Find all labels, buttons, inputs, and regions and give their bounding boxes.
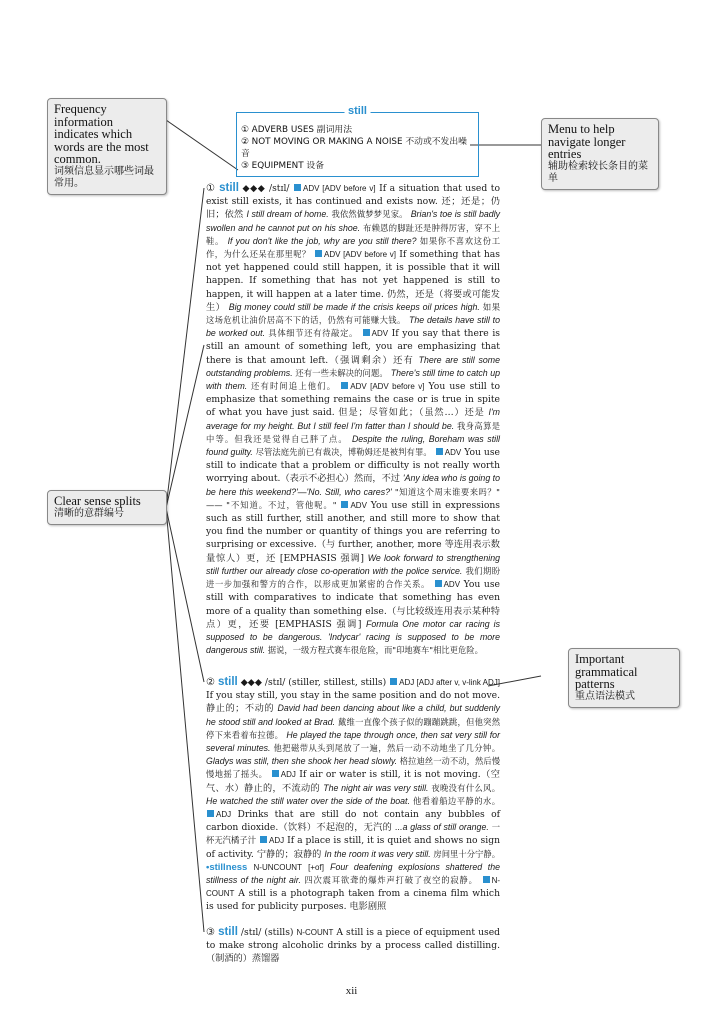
example: David had been dancing about like a child, but suddenly he stood still and looked at Brad. <box>206 703 500 727</box>
definition: If a situation that used to exist still exists, it has continued and exists now. 还；还是；仍旧；依然 <box>206 183 500 221</box>
definition: If air or water is still, it is not moving.（空气、水）静止的，不流动的 <box>206 769 500 794</box>
grammar-label: N-COUNT <box>296 928 334 937</box>
grammar-label: ADJ <box>216 810 232 820</box>
bullet-square-icon <box>272 770 279 777</box>
sense-1-headword: still <box>219 182 239 194</box>
example-translation: 我身高算是中等。但我还是觉得自己胖了点。 <box>206 420 501 444</box>
sense-2-headword: still <box>217 676 238 688</box>
definition: You use still in expressions such as still further, still another, and still more to show that you find the number or quantity of things you are referring to surprising or excessive.（与 further, another, more 等连用表示数量惊人）更，还 [EMPHASIS 强调] <box>206 499 501 564</box>
frequency-callout <box>47 98 167 195</box>
grammar-label: ADJ [ADJ after v, v-link ADJ] <box>399 678 501 687</box>
example: Gladys was still, then she shook her head slowly. <box>206 756 398 767</box>
grammar-callout <box>568 648 680 708</box>
derived-word: •stillness <box>206 861 248 873</box>
bullet-square-icon <box>483 876 490 883</box>
sense-2-pronunciation: ◆◆◆ /stɪl/ (stiller, stillest, stills) <box>237 677 390 688</box>
menu-callout-text: Menu to help navigate longer entries <box>548 122 626 161</box>
bullet-square-icon <box>436 448 443 455</box>
example: I'm average for my height. But I still feel I'm fatter than I should be. <box>206 407 500 431</box>
menu-callout-zh: 辅助检索较长条目的菜单 <box>548 160 648 184</box>
bullet-square-icon <box>435 580 442 587</box>
example: ...a glass of still orange. <box>395 822 489 833</box>
example: He played the tape through once, then sat very still for several minutes. <box>206 729 500 754</box>
example-translation: 尽管法庭先前已有裁决，博勒姆还是被判有罪。 <box>252 447 432 458</box>
example: Formula One motor car racing is supposed to be dangerous. 'Indycar' racing is supposed to be more dangerous still. <box>206 618 500 656</box>
example-translation: 我依然做梦梦见家。 <box>328 209 408 220</box>
example: The details have still to be worked out. <box>206 315 501 339</box>
example-translation: 还有一些未解决的问题。 <box>292 367 388 378</box>
bullet-square-icon <box>341 382 348 389</box>
sense-1 <box>206 182 500 657</box>
menu-item-not-moving: ② NOT MOVING OR MAKING A NOISE 不动或不发出噪音 <box>241 137 467 159</box>
example: If you don't like the job, why are you still there? <box>227 235 417 246</box>
sense-2 <box>206 676 500 914</box>
sense-3-number: ③ <box>206 927 216 938</box>
sense-3-headword: still <box>218 926 238 938</box>
bullet-square-icon <box>207 810 214 817</box>
definition: If you stay still, you stay in the same position and do not move. 静止的；不动的 <box>206 690 500 715</box>
bullet-square-icon <box>260 836 267 843</box>
bullet-square-icon <box>341 501 348 508</box>
definition: A still is a piece of equipment used to make strong alcoholic drinks by a process called distilling.（制酒的）蒸馏器 <box>206 927 501 965</box>
example-translation: 如果你不喜欢这份工作，为什么还呆在那里呢？ <box>206 235 500 260</box>
example: Four deafening explosions shattered the stillness of the night air. <box>206 861 501 886</box>
definition: If something that has not yet happened could still happen, it is possible that it will happen. If something that has not yet happened is still to happen, it will happen at a later time. 仍然，还是（将要或可能发生） <box>206 249 500 313</box>
example-translation: 还有时间追上他们。 <box>247 381 337 392</box>
menu-callout <box>541 118 659 190</box>
example: Big money could still be made if the crisis keeps oil prices high. <box>228 301 480 312</box>
example-translation: 一杯无汽橘子汁 <box>206 822 500 846</box>
example: 'Any idea who is going to be here this weekend?'—'No. Still, who cares?' <box>206 473 500 497</box>
example: Brian's toe is still badly swollen and he cannot put on his shoe. <box>206 209 501 233</box>
grammar-label: ADV [ADV before v] <box>350 382 425 392</box>
example-translation: 据说，一级方程式赛车很危险，而"印地赛车"相比更危险。 <box>265 645 483 656</box>
grammar-label: ADJ <box>269 836 285 846</box>
example-translation: 房间里十分宁静。 <box>430 848 501 859</box>
definition: You use still to indicate that a problem or difficulty is not really worth worrying about.（表示不必担心）然而，不过 <box>206 447 500 485</box>
page-number: xii <box>345 985 358 997</box>
example-translation: 格拉迪丝一动不动，然后慢慢地摇了摇头。 <box>206 756 501 780</box>
grammar-label: N-COUNT <box>206 876 501 899</box>
sense-callout-zh: 清晰的意群编号 <box>54 507 124 519</box>
example-translation: 夜晚没有什么风。 <box>428 782 500 793</box>
example-translation: 他看着船边平静的水。 <box>409 795 500 806</box>
grammar-label: ADV <box>443 580 461 590</box>
example-translation: 具体细节还有待敲定。 <box>265 328 359 339</box>
grammar-label: ADV <box>371 329 389 339</box>
example-translation: 他把磁带从头到尾放了一遍，然后一动不动地坐了几分钟。 <box>270 743 500 754</box>
frequency-callout-zh: 词频信息显示哪些词最常用。 <box>54 165 154 189</box>
example: There's still time to catch up with them. <box>206 367 501 392</box>
grammar-label: ADV [ADV before v] <box>323 250 396 260</box>
sense-2-number: ② <box>206 677 215 688</box>
example-translation: 四次震耳欲聋的爆炸声打破了夜空的寂静。 <box>300 875 478 886</box>
example-translation: "知道这个周末谁要来吗？" —— "不知道。不过，管他呢。" <box>206 486 500 510</box>
example-translation: 如果这场危机让油价居高不下的话，仍然有可能赚大钱。 <box>206 301 501 326</box>
sense-1-pronunciation: ◆◆◆ /stɪl/ <box>238 183 294 194</box>
example-translation: 我们期盼进一步加强和警方的合作，以形成更加紧密的合作关系。 <box>206 565 501 590</box>
example: In the room it was very still. <box>324 848 431 859</box>
grammar-pattern: [+of] <box>308 862 324 872</box>
bullet-square-icon <box>390 678 397 685</box>
grammar-label: ADV <box>444 448 462 458</box>
frequency-callout-text: Frequency information indicates which words are the most common. <box>54 102 149 166</box>
example-translation: 戴维一直像个孩子似的蹦蹦跳跳，但他突然停下来看着布拉德。 <box>206 716 501 740</box>
menu-item-equipment: ③ EQUIPMENT 设备 <box>241 161 324 171</box>
entry-menu <box>236 105 479 177</box>
bullet-square-icon <box>315 250 322 257</box>
bullet-square-icon <box>363 329 370 336</box>
example: He watched the still water over the side of the boat. <box>206 795 410 806</box>
sense-1-number: ① <box>206 183 216 194</box>
definition: Drinks that are still do not contain any bubbles of carbon dioxide.（饮料）不起泡的，无汽的 <box>206 809 500 834</box>
grammar-label: ADJ <box>280 770 296 780</box>
example: The night air was very still. <box>323 782 429 793</box>
definition: You use still with comparatives to indicate that something has even more of a quality than something else.（与比较级连用表示某种特点）更，还要 [EMPHASIS 强调] <box>206 579 500 630</box>
grammar-label: ADV <box>350 500 367 510</box>
sense-callout-text: Clear sense splits <box>54 494 141 508</box>
definition: You use still to emphasize that something remains the case or is true in spite of what you have just said. 但是；尽管如此；（虽然…）还是 <box>206 381 501 419</box>
sense-callout <box>47 490 167 525</box>
grammar-callout-text: Important grammatical patterns <box>575 652 638 691</box>
example: I still dream of home. <box>246 209 329 220</box>
definition: If a place is still, it is quiet and shows no sign of activity. 宁静的；寂静的 <box>206 835 500 860</box>
example: There are still some outstanding problems. <box>206 354 501 378</box>
sense-3 <box>206 926 500 966</box>
grammar-label: ADV [ADV before v] <box>303 184 376 193</box>
definition: If you say that there is still an amount of something left, you are emphasizing that there is that amount left.（强调剩余）还有 <box>206 328 500 366</box>
grammar-label: N-UNCOUNT <box>253 862 302 872</box>
bullet-square-icon <box>294 184 301 191</box>
menu-item-adverb: ① ADVERB USES 副词用法 <box>241 125 352 135</box>
menu-title: still <box>344 105 371 117</box>
definition: A still is a photograph taken from a cinema film which is used for publicity purposes. 电影剧照 <box>206 888 500 913</box>
sense-3-pronunciation: /stɪl/ (stills) <box>237 927 297 938</box>
example: Despite the ruling, Boreham was still found guilty. <box>206 433 501 458</box>
example-translation: 布赖恩的脚趾还是肿得厉害，穿不上鞋。 <box>206 222 500 246</box>
example: We look forward to strengthening still further our already close co-operation with the police service. <box>206 552 500 576</box>
grammar-callout-zh: 重点语法模式 <box>575 690 635 702</box>
